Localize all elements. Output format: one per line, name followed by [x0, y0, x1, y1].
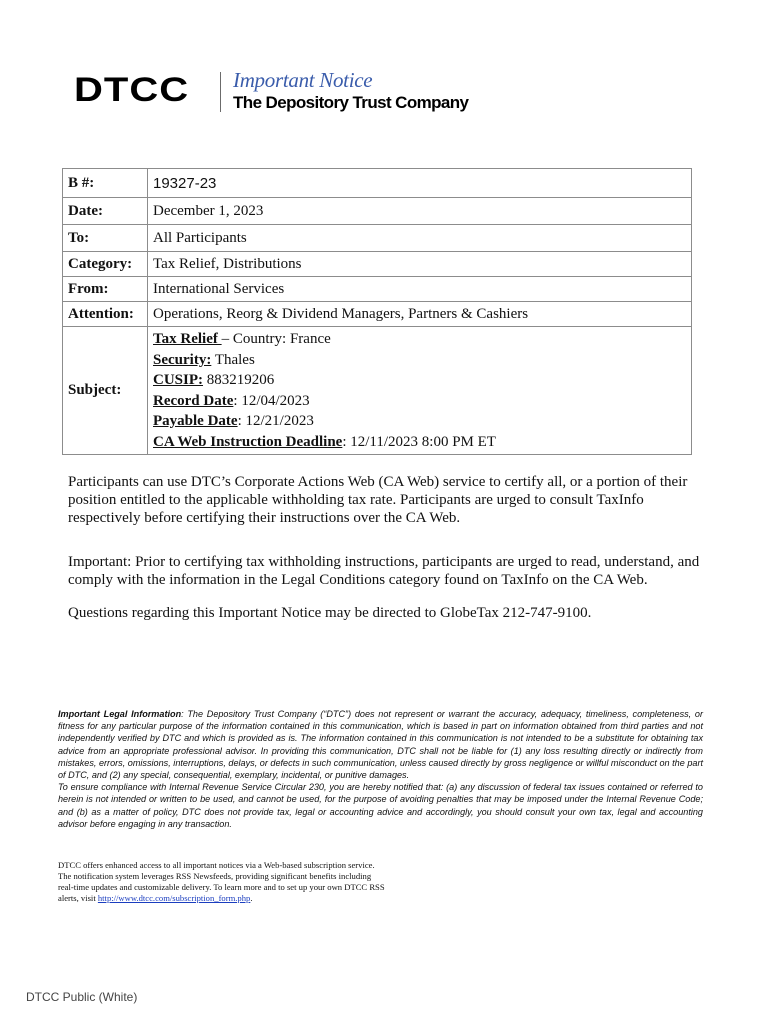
attention-label: Attention: — [63, 302, 148, 327]
classification-footer: DTCC Public (White) — [26, 990, 138, 1004]
from-label: From: — [63, 277, 148, 302]
from-value: International Services — [148, 277, 692, 302]
body-paragraph-questions: Questions regarding this Important Notice may be directed to GlobeTax 212-747-9100. — [68, 605, 592, 621]
date-label: Date: — [63, 198, 148, 225]
legal-text-circular-230: To ensure compliance with Internal Revenue Service Circular 230, you are hereby notified that: (a) any discussion of federal tax issues contained or referred to herein is not intended or written to be used, and cannot be used, for the purpose of avoiding penalties that may be imposed under the Internal Revenue Code; and (b) as a matter of policy, DTC does not provide tax, legal or accounting advice and accordingly, you should consult your own tax, legal and accounting advisor before engaging in any transaction. — [58, 782, 703, 829]
row-b-number — [63, 169, 692, 198]
notice-title: Important Notice — [233, 68, 373, 92]
company-name: The Depository Trust Company — [233, 93, 469, 112]
rss-notice — [58, 860, 438, 904]
legal-information — [58, 708, 703, 830]
row-attention — [63, 302, 692, 327]
row-to — [63, 225, 692, 252]
row-subject — [63, 327, 692, 455]
b-number-value: 19327-23 — [148, 169, 692, 198]
to-value: All Participants — [148, 225, 692, 252]
legal-heading: Important Legal Information — [58, 709, 182, 719]
subscription-link[interactable]: http://www.dtcc.com/subscription_form.php — [97, 893, 251, 903]
notice-info-table — [62, 168, 692, 455]
body-paragraph-ca-web: Participants can use DTC’s Corporate Actions Web (CA Web) service to certify all, or a portion of their position entitled to the applicable withholding tax rate. Participants are urged to consult TaxInfo respectively before certifying their instructions over the CA Web. — [68, 474, 688, 526]
row-from — [63, 277, 692, 302]
b-number-label: B #: — [63, 169, 148, 198]
date-value: December 1, 2023 — [148, 198, 692, 225]
row-category — [63, 252, 692, 277]
subject-value — [148, 327, 692, 455]
subject-line-payable-date: Payable Date: 12/21/2023 — [153, 413, 314, 429]
dtcc-logo: DTCC — [74, 71, 190, 109]
rss-line: real-time updates and customizable delivery. To learn more and to set up your own DTCC RSS — [58, 882, 385, 892]
rss-line: The notification system leverages RSS Newsfeeds, providing significant benefits including — [58, 871, 372, 881]
attention-value: Operations, Reorg & Dividend Managers, Partners & Cashiers — [148, 302, 692, 327]
logo-divider — [220, 72, 221, 112]
subject-line-security: Security: Thales — [153, 351, 255, 368]
rss-line: DTCC offers enhanced access to all important notices via a Web-based subscription service. — [58, 860, 375, 870]
to-label: To: — [63, 225, 148, 252]
subject-label: Subject: — [63, 327, 148, 455]
subject-line-cusip: CUSIP: 883219206 — [153, 372, 275, 388]
category-value: Tax Relief, Distributions — [148, 252, 692, 277]
body-paragraph-important: Important: Prior to certifying tax withholding instructions, participants are urged to read, understand, and comply with the information in the Legal Conditions category found on TaxInfo on the CA Web. — [68, 554, 700, 588]
legal-text-disclaimer: : The Depository Trust Company (“DTC”) does not represent or warrant the accuracy, adequacy, timeliness, completeness, or fitness for any particular purpose of the information contained in this communication, which is based in part on information obtained from third parties and not independently verified by DTC and which is provided as is. The information contained in this communication is not intended to be a substitute for obtaining tax advice from an appropriate professional advisor. In providing this communication, DTC shall not be liable for (1) any loss resulting directly or indirectly from mistakes, errors, omissions, interruptions, delays, or defects in such communication, unless caused directly by gross negligence or willful misconduct on the part of DTC, and (2) any special, consequential, exemplary, incidental, or punitive damages. — [58, 709, 703, 781]
subject-line-deadline: CA Web Instruction Deadline: 12/11/2023 8:00 PM ET — [153, 433, 496, 450]
rss-line: alerts, visit http://www.dtcc.com/subscription_form.php. — [58, 893, 253, 903]
subject-line-record-date: Record Date: 12/04/2023 — [153, 392, 310, 409]
subject-line-tax-relief: Tax Relief – Country: France — [153, 331, 331, 347]
row-date — [63, 198, 692, 225]
category-label: Category: — [63, 252, 148, 277]
